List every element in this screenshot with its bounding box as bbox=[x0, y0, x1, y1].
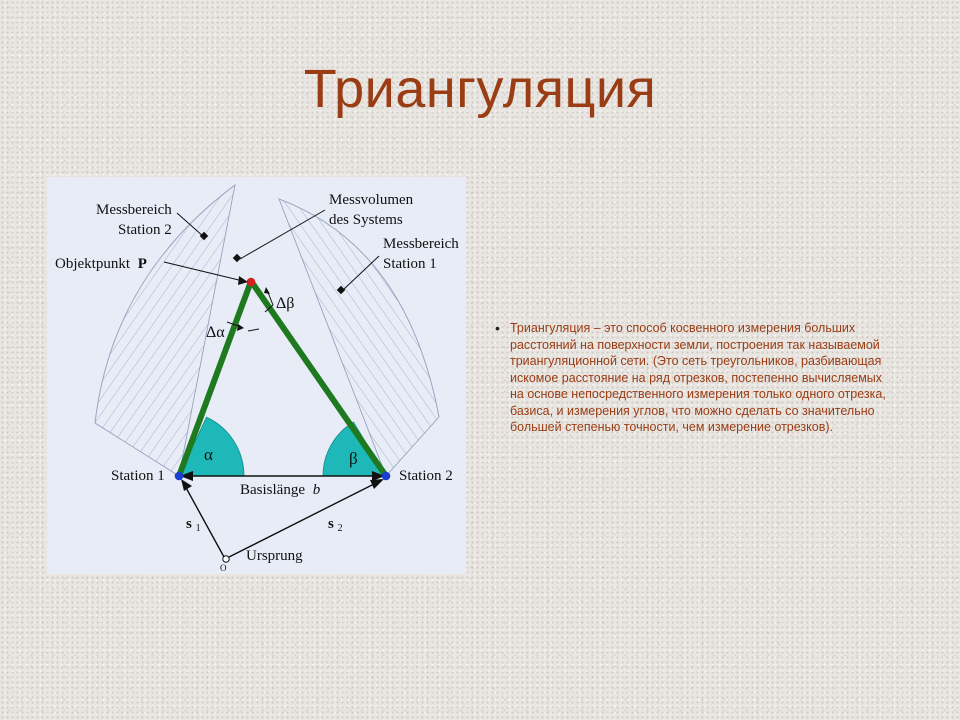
svg-text:s 2 bbox=[328, 516, 343, 534]
label-basislaenge-symbol: b bbox=[312, 482, 321, 498]
station-1-dot bbox=[175, 472, 184, 481]
station-2-dot bbox=[382, 472, 391, 481]
bullet-item bbox=[497, 320, 897, 436]
label-objektpunkt: Objektpunkt bbox=[55, 256, 130, 272]
label-objektpunkt-symbol: P bbox=[137, 256, 147, 272]
label-s2-sub: 2 bbox=[337, 523, 343, 534]
label-station-1: Station 1 bbox=[111, 468, 165, 484]
svg-text:s 1 bbox=[186, 516, 201, 534]
label-s1: s bbox=[186, 516, 192, 532]
label-station-2: Station 2 bbox=[399, 468, 453, 484]
label-messbereich-station-2-line2: Station 2 bbox=[118, 222, 172, 238]
label-messbereich-station-1-line1: Messbereich bbox=[383, 236, 459, 252]
label-alpha: α bbox=[204, 445, 213, 464]
svg-text:Objektpunkt P bbox=[55, 256, 147, 272]
svg-text:Basislänge b bbox=[240, 482, 321, 498]
bullet-text: Триангуляция – это способ косвенного измерения больших расстояний на поверхности земли, построения так называемой триангуляционной сети. (Это сеть треугольников, разбивающая искомое расстояние на ряд отрезков, постепенно вычисляемых на основе непосредственного измерения только одного отрезка, базиса, и измерения углов, что можно сделать со значительно большей степенью точности, чем измерение отрезков). bbox=[510, 321, 886, 434]
label-basislaenge: Basislänge bbox=[240, 482, 305, 498]
label-ursprung: Ursprung bbox=[246, 548, 303, 564]
label-messbereich-station-1-line2: Station 1 bbox=[383, 256, 437, 272]
label-delta-beta: Δβ bbox=[276, 295, 295, 312]
label-messbereich-station-2-line1: Messbereich bbox=[96, 202, 172, 218]
triangulation-diagram bbox=[47, 177, 466, 574]
slide-title: Триангуляция bbox=[303, 59, 657, 119]
label-s1-sub: 1 bbox=[195, 523, 201, 534]
label-delta-alpha: Δα bbox=[206, 324, 225, 341]
label-origin-o: O bbox=[220, 563, 227, 573]
label-messvolumen-line1: Messvolumen bbox=[329, 192, 414, 208]
bullet-marker: • bbox=[495, 320, 500, 336]
label-beta: β bbox=[349, 449, 358, 468]
label-s2: s bbox=[328, 516, 334, 532]
origin-point bbox=[223, 556, 229, 562]
label-messvolumen-line2: des Systems bbox=[329, 212, 403, 228]
